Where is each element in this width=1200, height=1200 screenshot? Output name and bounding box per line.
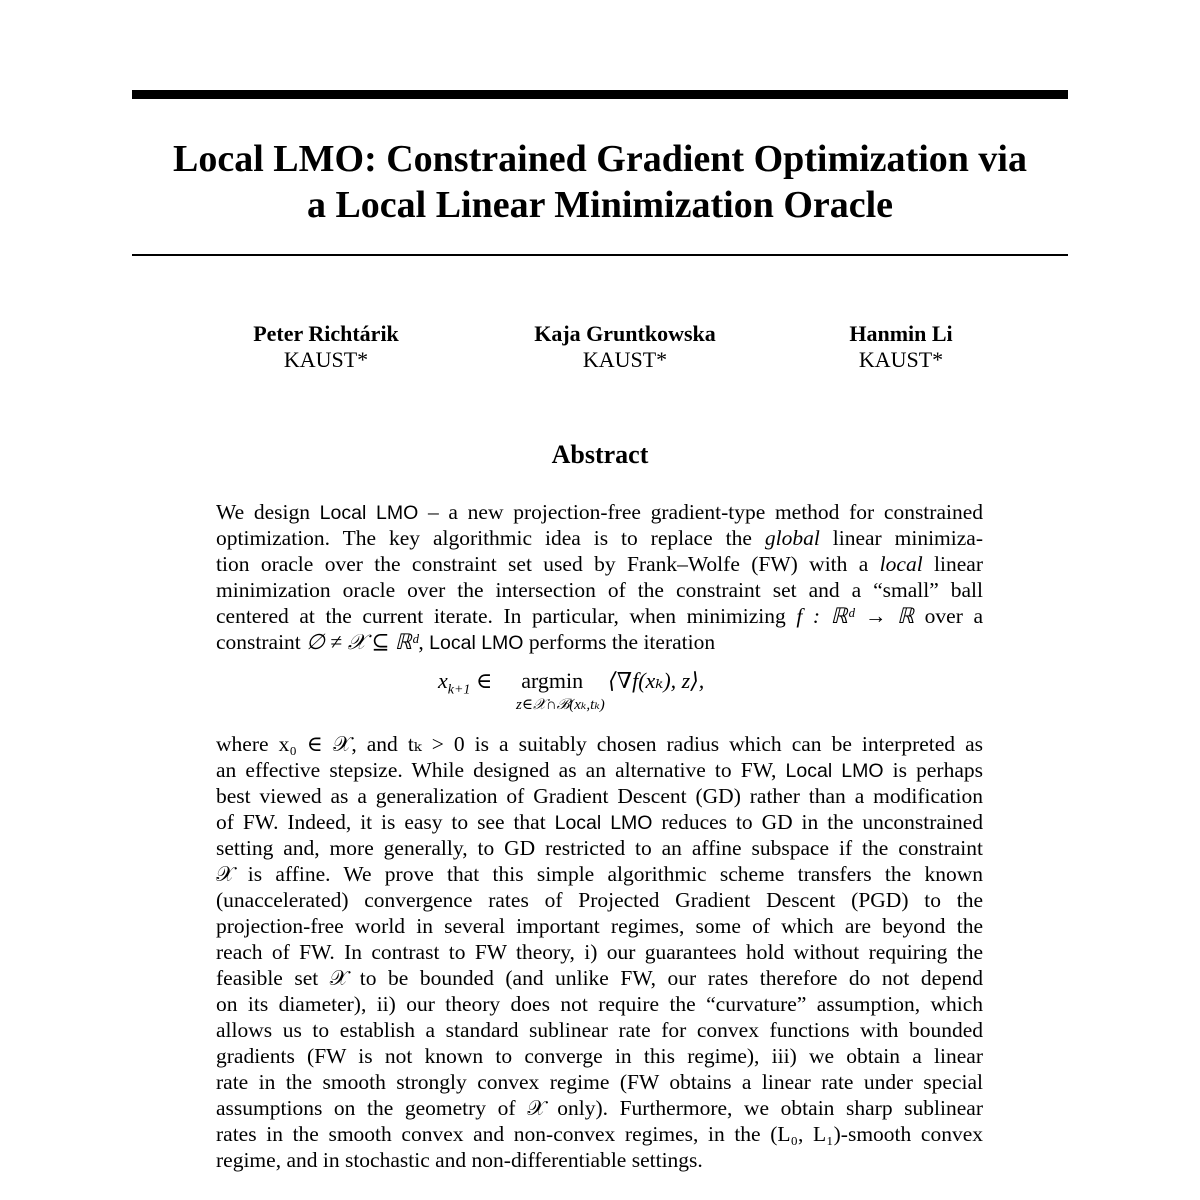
abstract-line: projection-free world in several important regimes, some of which are beyond the (216, 914, 983, 938)
text: over a (914, 604, 984, 628)
abstract-line: regime, and in stochastic and non-differentiable settings. (216, 1148, 703, 1172)
text: optimization. The key algorithmic idea is to replace the (216, 526, 765, 550)
abstract-line: feasible set 𝒳 to be bounded (and unlike FW, our rates therefore do not depend (216, 966, 983, 990)
title-line-1: Local LMO: Constrained Gradient Optimization via (173, 138, 1027, 180)
text: performs the iteration (523, 630, 716, 654)
author-name: Peter Richtárik (253, 321, 399, 346)
author-affiliation: KAUST* (283, 347, 369, 372)
method-name: Local LMO (319, 502, 419, 524)
abstract-line: on its diameter), ii) our theory does not require the “curvature” assumption, which (216, 992, 983, 1016)
title-line-2: a Local Linear Minimization Oracle (306, 184, 894, 226)
abstract-line: (unaccelerated) convergence rates of Projected Gradient Descent (PGD) to the (216, 888, 983, 912)
abstract-line: allows us to establish a standard sublinear rate for convex functions with bounded (216, 1018, 983, 1042)
text: – a new projection-free gradient-type method for constrained (418, 500, 984, 524)
abstract-line: gradients (FW is not known to converge in this regime), iii) we obtain a linear (216, 1044, 983, 1068)
top-rule (132, 90, 1068, 99)
text: linear (922, 552, 983, 576)
eq-under-script: z∈𝒳∩ℬ(xₖ,tₖ) (516, 697, 605, 713)
abstract-line: rates in the smooth convex and non-convex regimes, in the (L₀, L₁)-smooth convex (216, 1122, 983, 1146)
abstract-line: reach of FW. In contrast to FW theory, i) our guarantees hold without requiring the (216, 940, 983, 964)
abstract-line (216, 603, 983, 629)
method-name: Local LMO (429, 632, 524, 654)
text: constraint (216, 630, 307, 654)
author-affiliation: KAUST* (582, 347, 668, 372)
author-affiliation: KAUST* (858, 347, 944, 372)
author-2 (495, 321, 755, 373)
abstract-line: rate in the smooth strongly convex regime (FW obtains a linear rate under special (216, 1070, 983, 1094)
eq-lhs-sub: k+1 (447, 682, 471, 698)
abstract-line: assumptions on the geometry of 𝒳 only). Furthermore, we obtain sharp sublinear (216, 1096, 983, 1120)
display-equation (438, 668, 704, 698)
method-name: Local LMO (785, 760, 884, 782)
abstract-line (216, 499, 983, 526)
author-1 (196, 321, 456, 373)
abstract-line (216, 809, 983, 836)
math-inline: f : ℝᵈ → ℝ (796, 604, 915, 628)
text: centered at the current iterate. In particular, when minimizing (216, 604, 797, 628)
abstract-line (216, 525, 983, 551)
text: linear minimiza- (819, 526, 984, 550)
abstract-line (216, 757, 983, 784)
eq-lhs: x (438, 668, 448, 693)
text: of FW. Indeed, it is easy to see that (216, 810, 555, 834)
abstract-line: setting and, more generally, to GD restricted to an affine subspace if the constraint (216, 836, 983, 860)
abstract-line: best viewed as a generalization of Gradient Descent (GD) rather than a modification (216, 784, 983, 808)
abstract-line: 𝒳 is affine. We prove that this simple algorithmic scheme transfers the known (216, 862, 983, 886)
eq-in: ∈ (470, 668, 498, 693)
text: , (418, 630, 430, 654)
method-name: Local LMO (554, 812, 653, 834)
abstract-line: where x₀ ∈ 𝒳, and tₖ > 0 is a suitably chosen radius which can be interpreted as (216, 732, 983, 756)
text: an effective stepsize. While designed as an alternative to FW, (216, 758, 786, 782)
emphasis: global (764, 526, 820, 550)
text: tion oracle over the constraint set used by Frank–Wolfe (FW) with a (216, 552, 880, 576)
text: We design (216, 500, 320, 524)
math-inline: ∅ ≠ 𝒳 ⊆ ℝᵈ (306, 630, 419, 654)
text: reduces to GD in the unconstrained (652, 810, 983, 834)
title-rule (132, 254, 1068, 256)
author-name: Hanmin Li (849, 321, 953, 346)
abstract-line: minimization oracle over the intersection of the constraint set and a “small” ball (216, 578, 983, 602)
text: is perhaps (883, 758, 983, 782)
abstract-line (216, 551, 983, 577)
emphasis: local (879, 552, 923, 576)
author-3 (771, 321, 1031, 373)
abstract-heading: Abstract (551, 440, 649, 469)
paper-title (132, 136, 1068, 228)
author-name: Kaja Gruntkowska (534, 321, 716, 346)
eq-rhs: ⟨∇f(xₖ), z⟩, (608, 668, 705, 693)
abstract-line (216, 629, 983, 656)
eq-operator: argmin (521, 668, 584, 693)
